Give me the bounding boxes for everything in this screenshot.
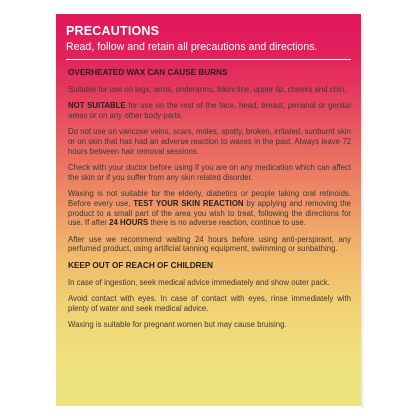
header-divider <box>66 59 351 60</box>
precautions-panel <box>56 14 361 406</box>
precautions-body <box>68 68 351 337</box>
header <box>66 24 356 54</box>
not-suitable-paragraph <box>68 101 351 120</box>
after-use-text: After use we recommend waiting 24 hours before using anti-perspirant, any perfumed product, using artificial tanning equipment, swimming or sunbathing. <box>68 234 351 254</box>
page-subtitle: Read, follow and retain all precautions and directions. <box>66 41 318 53</box>
not-suitable-text: for use on the rest of the face, head, breast, perianal or genital areas or on any other body parts. <box>68 101 351 120</box>
do-not-use-text: Do not use on varicose veins, scars, moles, spotty, broken, irritated, sunburnt skin or on skin that has had an adverse reaction to waxes in the past. Always leave 72 hours between hair removal sessions. <box>68 127 351 156</box>
eyes-text: Avoid contact with eyes. In case of contact with eyes, rinse immediately with plenty of water and seek medical advice. <box>68 294 351 313</box>
test-skin-label: TEST YOUR SKIN REACTION <box>133 198 244 208</box>
page-title: PRECAUTIONS <box>66 24 160 38</box>
not-suitable-label: NOT SUITABLE <box>68 101 126 111</box>
waxing-paragraph <box>68 189 351 227</box>
burns-heading: OVERHEATED WAX CAN CAUSE BURNS <box>68 68 228 77</box>
suitable-use-text: Suitable for use on legs, arms, underarms, bikini line, upper lip, cheeks and chin. <box>68 84 347 94</box>
children-heading: KEEP OUT OF REACH OF CHILDREN <box>68 260 213 270</box>
waxing-text-1: Waxing is not suitable for the elderly, diabetics or people taking oral retinoids. Before every use, <box>68 189 351 208</box>
panel-shadow <box>361 18 365 408</box>
check-doctor-text: Check with your doctor before using if you are on any medication which can affect the skin or if you suffer from any skin related disorder. <box>68 163 351 182</box>
hours-label: 24 HOURS <box>109 218 149 228</box>
pregnant-text: Waxing is suitable for pregnant women but may cause bruising. <box>68 320 287 330</box>
ingestion-text: In case of ingestion, seek medical advice immediately and show outer pack. <box>68 277 330 287</box>
waxing-text-2: by applying and removing the product to a small part of the area you wish to treat, following the directions for use. If after <box>68 198 351 228</box>
waxing-text-3: there is no adverse reaction, continue to use. <box>148 218 306 228</box>
